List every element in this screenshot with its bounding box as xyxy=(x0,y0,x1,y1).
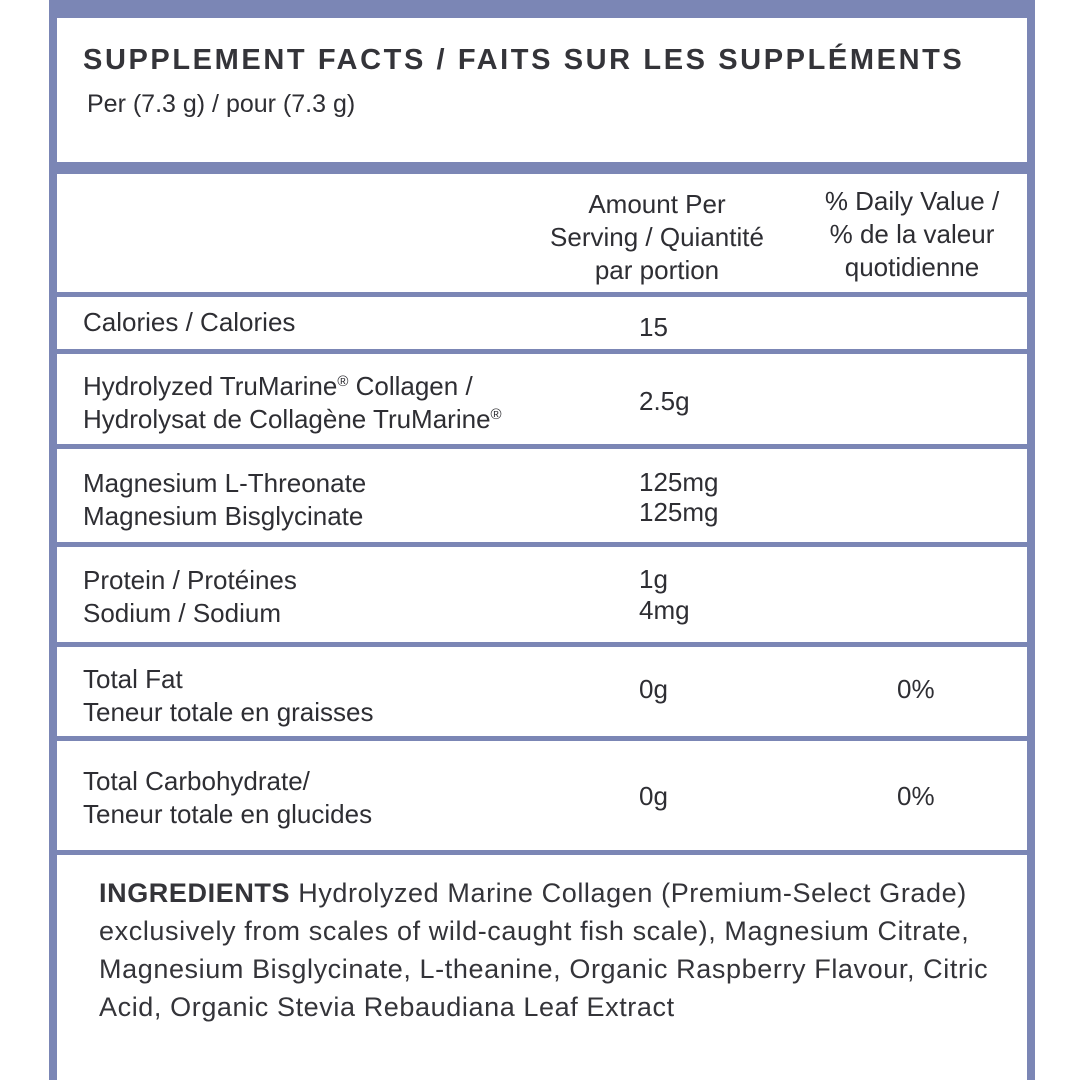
amount-heading-line: Serving / Quiantité xyxy=(550,222,764,252)
registered-mark: ® xyxy=(337,373,349,390)
nutrient-amount: 2.5g xyxy=(639,386,690,416)
nutrient-amount: 1g xyxy=(639,564,668,594)
row-divider xyxy=(57,850,1027,855)
nutrient-daily-value: 0% xyxy=(897,674,935,704)
ingredients-text: Hydrolyzed Marine Collagen (Premium-Select Grade) exclusively from scales of wild-caught fish scale), Magnesium Citrate, Magnesium Bisglycinate, L-theanine, Organic Raspberry Flavour, Citric Acid, Organic Stevia Rebaudiana Leaf Extract xyxy=(99,878,989,1022)
ingredients-heading: INGREDIENTS xyxy=(99,878,291,908)
header-divider xyxy=(57,162,1027,174)
nutrient-name: Total Fat xyxy=(83,664,183,694)
nutrient-name: Hydrolysat de Collagène TruMarine® xyxy=(83,404,502,434)
row-protein-sodium-amount xyxy=(639,564,690,626)
amount-column-heading xyxy=(527,188,787,287)
nutrient-name: Magnesium L-Threonate xyxy=(83,468,367,498)
row-divider xyxy=(57,736,1027,741)
dv-heading-line: % Daily Value / xyxy=(824,186,1000,216)
nutrient-amount: 4mg xyxy=(639,595,690,625)
nutrient-name: Magnesium Bisglycinate xyxy=(83,501,364,531)
dv-heading-line: quotidienne xyxy=(844,252,980,282)
row-total-fat-amount xyxy=(639,673,668,706)
dv-heading-line: % de la valeur xyxy=(829,219,995,249)
nutrient-amount: 15 xyxy=(639,312,668,342)
row-calories-amount xyxy=(639,311,668,344)
row-total-carbohydrate-amount xyxy=(639,780,668,813)
row-total-carbohydrate-label xyxy=(83,765,372,831)
row-divider xyxy=(57,349,1027,354)
supplement-facts-panel xyxy=(49,0,1035,1080)
amount-heading-line: Amount Per xyxy=(588,189,726,219)
row-divider xyxy=(57,642,1027,647)
nutrient-amount: 125mg xyxy=(639,467,719,497)
facts-header xyxy=(57,18,1027,162)
nutrient-name: Protein / Protéines xyxy=(83,565,297,595)
row-divider xyxy=(57,542,1027,547)
nutrient-amount: 0g xyxy=(639,674,668,704)
row-total-carbohydrate-dv xyxy=(897,780,935,813)
daily-value-column-heading xyxy=(802,185,1022,284)
nutrient-amount: 0g xyxy=(639,781,668,811)
amount-heading-line: par portion xyxy=(594,255,720,285)
row-collagen-amount xyxy=(639,385,690,418)
row-magnesium-amount xyxy=(639,467,719,527)
facts-title: SUPPLEMENT FACTS / FAITS SUR LES SUPPLÉMENTS xyxy=(83,44,965,76)
row-total-fat-label xyxy=(83,663,374,729)
nutrient-name: Hydrolyzed TruMarine® Collagen / xyxy=(83,371,473,401)
row-divider xyxy=(57,444,1027,449)
nutrient-name: Sodium / Sodium xyxy=(83,598,281,628)
nutrient-name: Teneur totale en glucides xyxy=(83,799,373,829)
ingredients-block xyxy=(99,874,999,1026)
registered-mark: ® xyxy=(490,406,502,423)
nutrient-name: Total Carbohydrate/ xyxy=(83,766,310,796)
nutrient-name: Teneur totale en graisses xyxy=(83,697,374,727)
row-total-fat-dv xyxy=(897,673,935,706)
row-protein-sodium-label xyxy=(83,564,297,630)
row-calories-label xyxy=(83,306,295,339)
nutrient-name: Calories / Calories xyxy=(83,307,296,337)
serving-size: Per (7.3 g) / pour (7.3 g) xyxy=(87,90,356,118)
row-collagen-label xyxy=(83,370,502,436)
nutrient-amount: 125mg xyxy=(639,497,719,527)
row-magnesium-label xyxy=(83,467,366,533)
row-divider xyxy=(57,292,1027,297)
nutrient-daily-value: 0% xyxy=(897,781,935,811)
